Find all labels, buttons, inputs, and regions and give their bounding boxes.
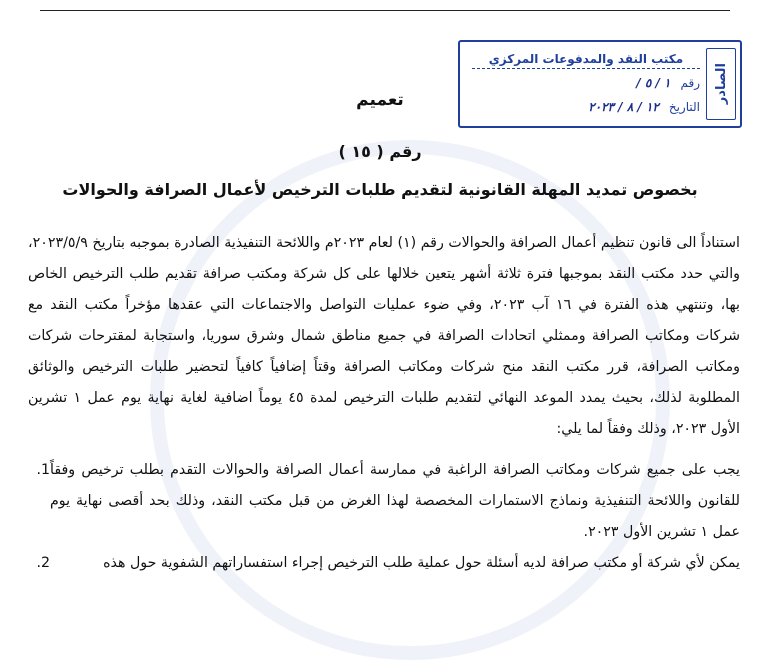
list-item-number: 2. xyxy=(36,555,50,571)
doc-title: تعميم xyxy=(356,90,404,110)
doc-body xyxy=(28,228,740,445)
receipt-stamp xyxy=(458,40,742,128)
doc-number: رقم ( ١٥ ) xyxy=(338,142,422,161)
stamp-date-label: التاريخ xyxy=(668,100,700,114)
stamp-number-label: رقم xyxy=(680,76,700,90)
stamp-number-value: ١ / ٥ / xyxy=(636,76,671,90)
stamp-date-value: ١٢ / ٨ / ٢٠٢٣ xyxy=(588,100,659,114)
list-item-text: يجب على جميع شركات ومكاتب الصرافة الراغبة في ممارسة أعمال الصرافة والحوالات التقدم بطلب ترخيص وفقاً للقانون واللائحة التنفيذية ونماذج الاستمارات المخصصة لهذا الغرض من قبل مكتب النقد، وذلك بحد أقصى نهاية يوم عمل ١ تشرين الأول ٢٠٢٣. xyxy=(50,462,740,540)
intro-paragraph: استناداً الى قانون تنظيم أعمال الصرافة والحوالات رقم (١) لعام ٢٠٢٣م واللائحة التنفيذية الصادرة بموجبه بتاريخ ٢٠٢٣/٥/٩، والتي حدد مكتب النقد بموجبها فترة ثلاثة أشهر يتعين خلالها على كل شركة ومكتب صرافة تقديم طلب الترخيص الخاص بها، وتنتهي هذه الفترة في ١٦ آب ٢٠٢٣، وفي ضوء عمليات التواصل والاجتماعات التي عقدها مؤخراً مكتب النقد مع شركات ومكاتب الصرافة وممثلي اتحادات الصرافة في جميع مناطق شمال وشرق سوريا، واستجابة لمقترحات شركات ومكاتب الصرافة، قرر مكتب النقد منح شركات ومكاتب الصرافة وقتاً إضافياً كافياً لتحضير طلبات الترخيص والوثائق المطلوبة لذلك، بحيث يمدد الموعد النهائي لتقديم طلبات الترخيص لمدة ٤٥ يوماً اضافية لغاية نهاية يوم عمل ١ تشرين الأول ٢٠٢٣، وذلك وفقاً لما يلي: xyxy=(28,235,740,437)
numbered-list xyxy=(28,455,740,579)
list-item xyxy=(28,455,740,548)
stamp-number-row xyxy=(472,76,700,90)
stamp-date-row xyxy=(472,100,700,114)
list-item-number: 1. xyxy=(36,462,50,478)
top-rule xyxy=(40,10,730,11)
list-item xyxy=(28,548,740,579)
doc-subject: بخصوص تمديد المهلة القانونية لتقديم طلبات الترخيص لأعمال الصرافة والحوالات xyxy=(62,180,698,199)
stamp-title: مكتب النقد والمدفوعات المركزي xyxy=(472,52,700,69)
list-item-text: يمكن لأي شركة أو مكتب صرافة لديه أسئلة حول عملية طلب الترخيص إجراء استفساراتهم الشفوية حول هذه xyxy=(103,555,740,571)
stamp-side-label: الصادر xyxy=(706,48,736,120)
